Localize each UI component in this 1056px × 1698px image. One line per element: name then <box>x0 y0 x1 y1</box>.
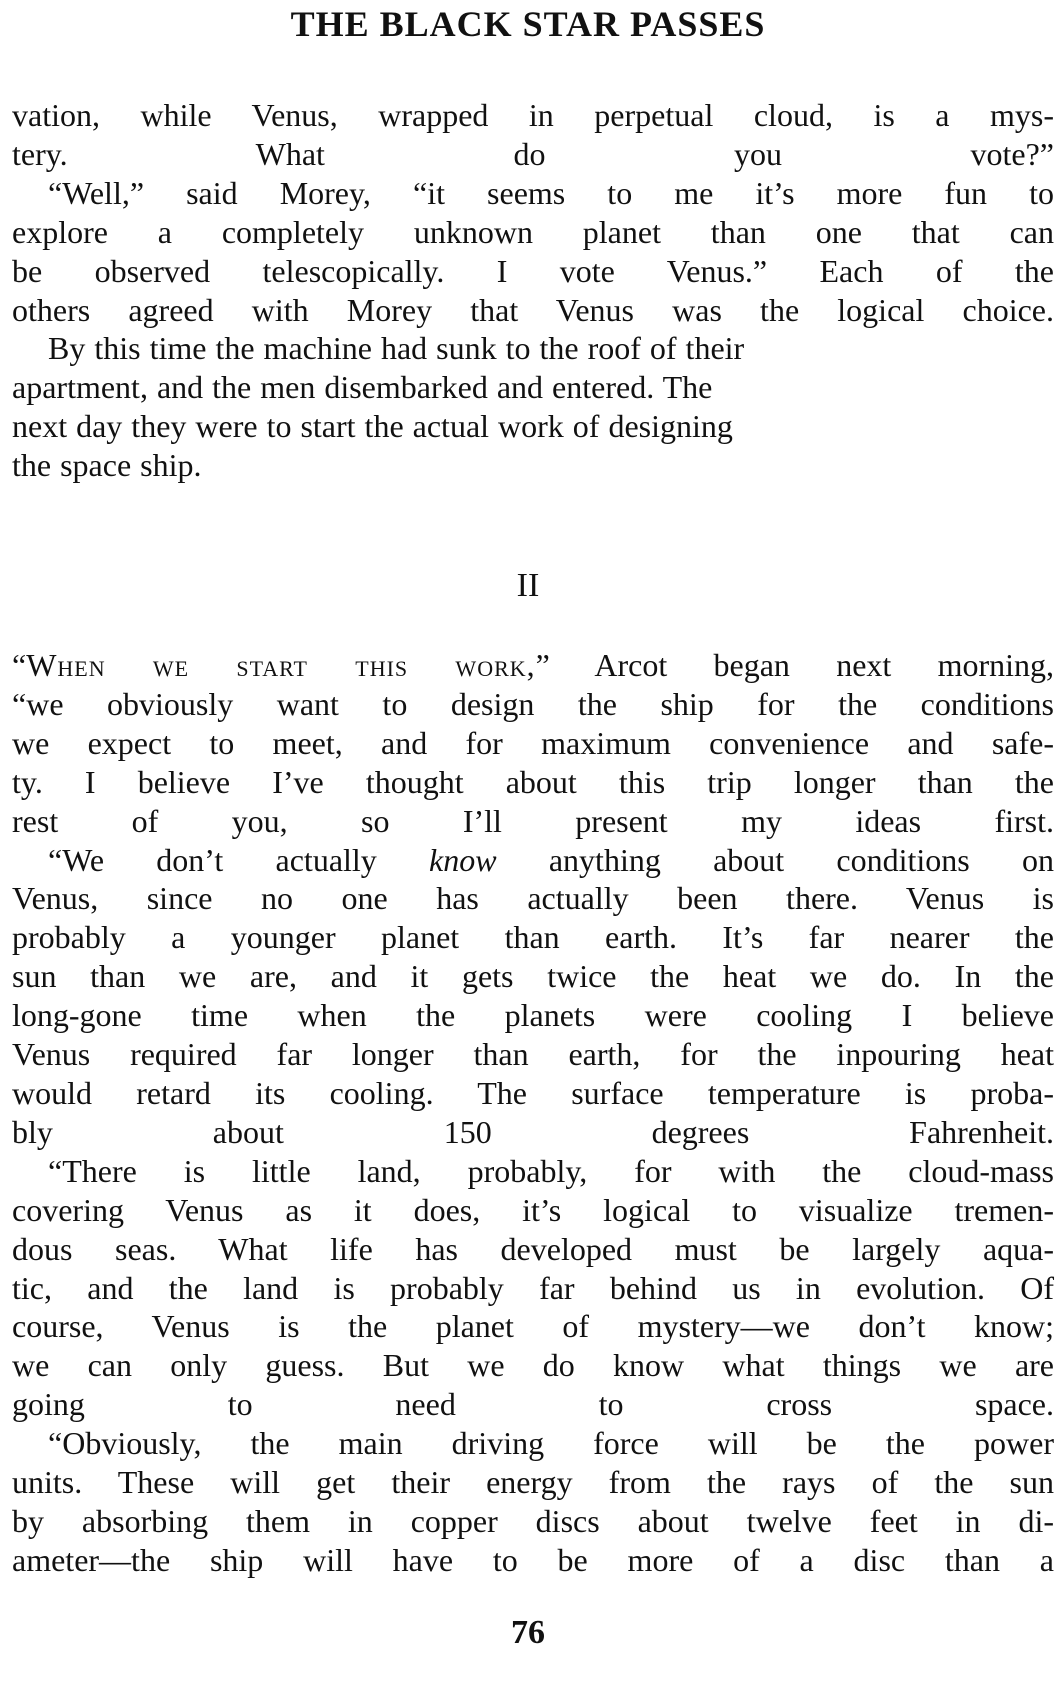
open-quote: “ <box>12 647 27 683</box>
text-line: vation, while Venus, wrapped in perpetual cloud, is a mys- <box>12 97 1054 133</box>
text-line: tic, and the land is probably far behind us in evolution. Of <box>12 1269 1054 1306</box>
paragraph <box>12 329 1054 485</box>
text-line: we can only guess. But we do know what things we are <box>12 1347 1054 1384</box>
text-line: tery. What do you vote?” <box>12 135 1054 172</box>
paragraph <box>12 1152 1054 1424</box>
text-line: course, Venus is the planet of mystery—we don’t know; <box>12 1308 1054 1345</box>
text-line: bly about 150 degrees Fahrenheit. <box>12 1113 1054 1150</box>
text-line: the space ship. <box>12 447 202 484</box>
text-line: next day they were to start the actual work of designing <box>12 408 733 445</box>
text-line: “Well,” said Morey, “it seems to me it’s more fun to <box>48 174 1054 211</box>
text-line: “There is little land, probably, for with the cloud-mass <box>48 1152 1054 1189</box>
text-line: dous seas. What life has developed must be largely aqua- <box>12 1230 1054 1267</box>
paragraph <box>12 841 1054 1152</box>
text-line: explore a completely unknown planet than one that can <box>12 213 1054 250</box>
text-line: covering Venus as it does, it’s logical to visualize tremen- <box>12 1191 1054 1228</box>
text-line: “we obviously want to design the ship for the conditions <box>12 685 1054 722</box>
text-line: By this time the machine had sunk to the roof of their <box>48 330 745 367</box>
text-line: rest of you, so I’ll present my ideas first. <box>12 802 1054 839</box>
paragraph <box>12 96 1054 174</box>
text-line: “Obviously, the main driving force will be the power <box>48 1425 1054 1462</box>
text-line: we expect to meet, and for maximum convenience and safe- <box>12 724 1054 761</box>
text-line: Venus required far longer than earth, for the inpouring heat <box>12 1036 1054 1073</box>
text-line: sun than we are, and it gets twice the heat we do. In the <box>12 958 1054 995</box>
text-line: ty. I believe I’ve thought about this trip longer than the <box>12 763 1054 800</box>
text-line: long-gone time when the planets were cooling I believe <box>12 997 1054 1034</box>
running-head: THE BLACK STAR PASSES <box>290 4 766 44</box>
paragraph <box>12 1424 1054 1580</box>
section-one-text <box>12 96 1054 485</box>
text-line: going to need to cross space. <box>12 1386 1054 1423</box>
text-line-start: “We don’t actually <box>48 841 430 878</box>
emphasized-word: know <box>429 841 497 878</box>
text-line: probably a younger planet than earth. It’s far nearer the <box>12 919 1054 956</box>
text-line: units. These will get their energy from the rays of the sun <box>12 1464 1054 1501</box>
section-two-text <box>12 646 1054 1580</box>
paragraph <box>12 646 1054 841</box>
text-line: others agreed with Morey that Venus was the logical choice. <box>12 291 1054 328</box>
text-line: ” Arcot began next morning, <box>535 647 1054 683</box>
smallcaps-lead-in: When we start this work, <box>26 647 536 683</box>
chapter-number: II <box>516 567 540 604</box>
text-line: by absorbing them in copper discs about twelve feet in di- <box>12 1502 1054 1539</box>
text-line: ameter—the ship will have to be more of a disc than a <box>12 1541 1054 1578</box>
text-line: would retard its cooling. The surface temperature is proba- <box>12 1074 1054 1111</box>
text-line-end: anything about conditions on <box>496 841 1054 878</box>
text-line: be observed telescopically. I vote Venus.” Each of the <box>12 252 1054 289</box>
paragraph <box>12 174 1054 330</box>
text-line: Venus, since no one has actually been there. Venus is <box>12 880 1054 917</box>
text-line: apartment, and the men disembarked and entered. The <box>12 369 713 406</box>
page-number: 76 <box>511 1614 545 1651</box>
